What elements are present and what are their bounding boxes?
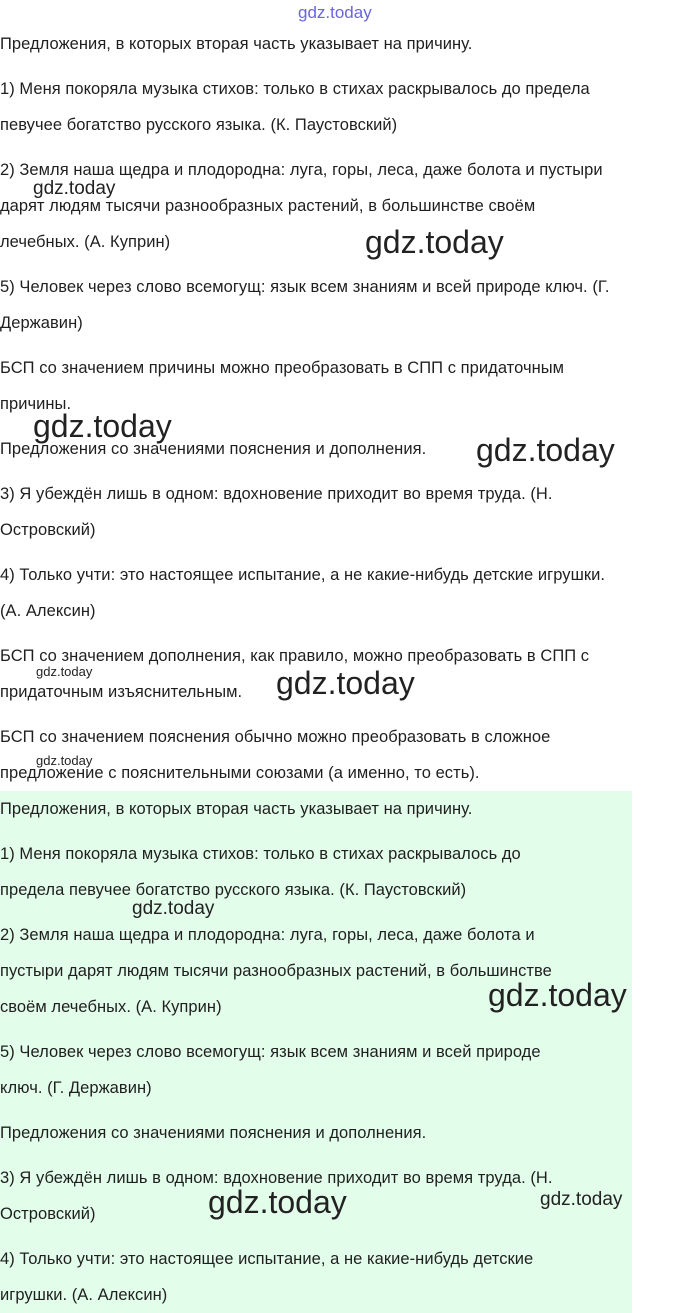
paragraph-line: БСП со значением пояснения обычно можно преобразовать в сложное (0, 728, 551, 746)
paragraph-line: предела певучее богатство русского языка. (К. Паустовский) (0, 881, 467, 899)
watermark-text: gdz.today (132, 898, 215, 919)
paragraph-line: Островский) (0, 521, 96, 539)
watermark-text: gdz.today (476, 432, 615, 468)
paragraph-line: своём лечебных. (А. Куприн) (0, 998, 222, 1016)
paragraph-line: пустыри дарят людям тысячи разнообразных растений, в большинстве (0, 962, 552, 980)
paragraph-line: 1) Меня покоряла музыка стихов: только в стихах раскрывалось до предела (0, 80, 590, 98)
paragraph-line: 1) Меня покоряла музыка стихов: только в стихах раскрывалось до (0, 845, 521, 863)
paragraph-line: БСП со значением причины можно преобразовать в СПП с придаточным (0, 359, 565, 377)
paragraph-line: предложение с пояснительными союзами (а именно, то есть). (0, 764, 480, 782)
watermark-text: gdz.today (208, 1184, 347, 1220)
watermark-text: gdz.today (36, 753, 93, 768)
paragraph-line: 2) Земля наша щедра и плодородна: луга, горы, леса, даже болота и (0, 926, 535, 944)
paragraph-line: Предложения со значениями пояснения и дополнения. (0, 440, 427, 458)
paragraph-line: БСП со значением дополнения, как правило, можно преобразовать в СПП с (0, 647, 590, 665)
paragraph-line: 5) Человек через слово всемогущ: язык всем знаниям и всей природе (0, 1043, 541, 1061)
watermark-text: gdz.today (36, 664, 93, 679)
paragraph-line: (А. Алексин) (0, 602, 96, 620)
watermark-text: gdz.today (33, 408, 172, 444)
watermark-text: gdz.today (33, 178, 116, 199)
paragraph-line: 5) Человек через слово всемогущ: язык всем знаниям и всей природе ключ. (Г. (0, 278, 610, 296)
paragraph-line: игрушки. (А. Алексин) (0, 1286, 168, 1304)
paragraph-line: 2) Земля наша щедра и плодородна: луга, горы, леса, даже болота и пустыри (0, 161, 603, 179)
paragraph-line: 3) Я убеждён лишь в одном: вдохновение приходит во время труда. (Н. (0, 1169, 553, 1187)
paragraph-line: Предложения со значениями пояснения и дополнения. (0, 1124, 427, 1142)
paragraph-line: 3) Я убеждён лишь в одном: вдохновение приходит во время труда. (Н. (0, 485, 553, 503)
watermark-text: gdz.today (365, 224, 504, 260)
paragraph-line: ключ. (Г. Державин) (0, 1079, 152, 1097)
paragraph-line: лечебных. (А. Куприн) (0, 233, 171, 251)
paragraph-line: Предложения, в которых вторая часть указывает на причину. (0, 800, 473, 818)
answer-text-highlighted (0, 791, 632, 1313)
watermark-text: gdz.today (540, 1189, 623, 1210)
site-logo: gdz.today (298, 3, 372, 22)
paragraph-line: 4) Только учти: это настоящее испытание, а не какие-нибудь детские (0, 1250, 534, 1268)
watermark-text: gdz.today (276, 665, 415, 701)
paragraph-line: Державин) (0, 314, 83, 332)
paragraph-line: придаточным изъяснительным. (0, 683, 243, 701)
paragraph-line: Предложения, в которых вторая часть указывает на причину. (0, 35, 473, 53)
paragraph-line: Островский) (0, 1205, 96, 1223)
paragraph-line: причины. (0, 395, 72, 413)
watermark-text: gdz.today (488, 977, 627, 1013)
paragraph-line: певучее богатство русского языка. (К. Паустовский) (0, 116, 398, 134)
paragraph-line: 4) Только учти: это настоящее испытание, а не какие-нибудь детские игрушки. (0, 566, 606, 584)
paragraph-line: дарят людям тысячи разнообразных растений, в большинстве своём (0, 197, 536, 215)
